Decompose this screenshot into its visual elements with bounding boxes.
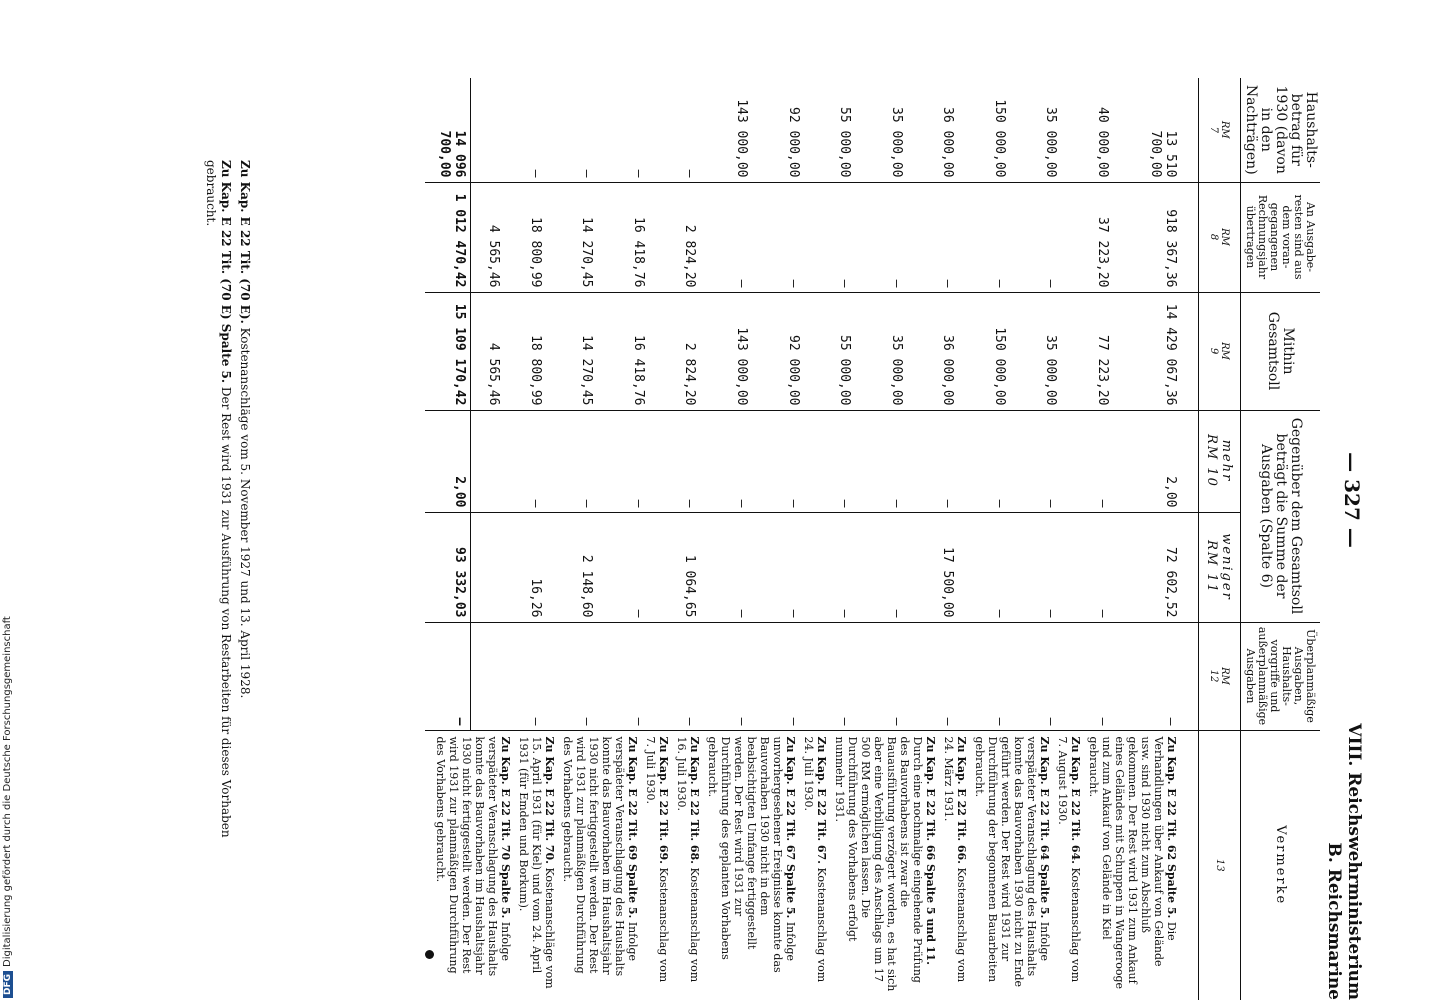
cell-c11: 17 500,00 bbox=[924, 512, 976, 622]
remark bbox=[1056, 737, 1082, 995]
total-c10: 2,00 bbox=[425, 410, 471, 512]
cell-c10: — bbox=[769, 410, 821, 512]
table-body bbox=[425, 78, 1199, 1000]
section-subtitle: B. Reichsmarine bbox=[1324, 842, 1344, 1000]
cell-c7: — bbox=[511, 78, 563, 182]
cell-c9: 14 429 067,36 bbox=[1130, 292, 1199, 410]
cell-c7: 35 000,00 bbox=[872, 78, 924, 182]
cell-c8: 16 418,76 bbox=[614, 182, 666, 292]
cell-c11: 1 064,65 bbox=[666, 512, 718, 622]
cell-c10: — bbox=[511, 410, 563, 512]
table-row bbox=[1130, 78, 1199, 1000]
remark-head: Zu Kap. E 22 Tit. 69 Spalte 5. bbox=[626, 736, 639, 919]
cell-c8: — bbox=[1027, 182, 1079, 292]
cell-c10: — bbox=[1027, 410, 1079, 512]
cell-c10: — bbox=[975, 410, 1027, 512]
cell-c7: 13 510 700,00 bbox=[1130, 78, 1199, 182]
col12-unit: RM 12 bbox=[1199, 622, 1241, 730]
remark-text: Infolge unvorhergesehener Ereignisse konnte das Bauvorhaben 1930 nicht in dem beabsichtigten Umfange fertiggestellt werden. Der Rest wird 1931 zur Durchführung des geplanten Vorhabens gebraucht. bbox=[706, 736, 797, 973]
col9-header: Mithin Gesamtsoll bbox=[1241, 292, 1321, 410]
cell-c10 bbox=[471, 410, 512, 512]
col13-header: Vermerke bbox=[1241, 730, 1321, 1000]
remark-head: Zu Kap. E 22 Tit. 67. bbox=[815, 736, 828, 864]
cell-c11: 72 602,52 bbox=[1130, 512, 1199, 622]
remark-text: Kostenanschläge vom 15. April 1931 (für Kiel) und vom 24. April 1931 (für Emden und Borkum). bbox=[517, 736, 556, 989]
cell-c9: 35 000,00 bbox=[1027, 292, 1079, 410]
total-c9: 15 109 170,42 bbox=[425, 292, 471, 410]
remark-head: Zu Kap. E 22 Tit. 66. bbox=[955, 736, 968, 864]
remark bbox=[833, 737, 937, 995]
cell-c11: — bbox=[872, 512, 924, 622]
remark-text: Kostenanschlag vom 7. Juli 1930. bbox=[644, 736, 670, 983]
cell-c12: — bbox=[1078, 622, 1130, 730]
col13-num: 13 bbox=[1199, 730, 1241, 1000]
cell-c9: 16 418,76 bbox=[614, 292, 666, 410]
cell-c9: 2 824,20 bbox=[666, 292, 718, 410]
cell-c7: 36 000,00 bbox=[924, 78, 976, 182]
rotated-content bbox=[162, 0, 1372, 1000]
cell-c9: 150 000,00 bbox=[975, 292, 1027, 410]
remark bbox=[973, 737, 1051, 995]
remark-text: Infolge verspäteter Veranschlagung des Haushalts konnte das Bauvorhaben 1930 nicht zu Ende geführt werden. Der Rest wird 1931 zur Durchführung der begonnenen Bauarbeiten gebraucht. bbox=[973, 736, 1051, 988]
total-c7: 14 096 700,00 bbox=[425, 78, 471, 182]
remark bbox=[802, 737, 828, 995]
cell-c10: 2,00 bbox=[1130, 410, 1199, 512]
cell-c12: — bbox=[872, 622, 924, 730]
cell-c9: 143 000,00 bbox=[717, 292, 769, 410]
footnote: Zu Kap. E 22 Tit. (70 E). Kostenanschläge vom 5. November 1927 und 13. April 1928. bbox=[238, 160, 252, 699]
cell-c9: 14 270,45 bbox=[563, 292, 615, 410]
cell-c12: — bbox=[563, 622, 615, 730]
cell-c12: — bbox=[769, 622, 821, 730]
cell-c10: — bbox=[563, 410, 615, 512]
remark-text: Kostenanschlag vom 24. Juli 1930. bbox=[802, 736, 828, 983]
col8-header: An Ausgabe-resten sind aus dem voran-gegangenen Rechnungsjahr übertragen bbox=[1241, 182, 1321, 292]
col10-header: mehr RM 10 bbox=[1199, 410, 1241, 512]
remark-head: Zu Kap. E 22 Tit. 70. bbox=[543, 736, 556, 864]
remark-head: Zu Kap. E 22 Tit. 64 Spalte 5. bbox=[1038, 736, 1051, 919]
col9-unit: RM 9 bbox=[1199, 292, 1241, 410]
cell-c10: — bbox=[666, 410, 718, 512]
col12-header: Überplanmäßige Ausgaben, Haushalts-vorgriffe und außerplanmäßige Ausgaben bbox=[1241, 622, 1321, 730]
remark-text: Kostenanschlag vom 16. Juli 1930. bbox=[675, 736, 701, 983]
col8-unit: RM 8 bbox=[1199, 182, 1241, 292]
cell-c8: — bbox=[924, 182, 976, 292]
cell-c8: — bbox=[769, 182, 821, 292]
budget-table bbox=[425, 78, 1320, 1000]
cell-c9: 55 000,00 bbox=[821, 292, 873, 410]
page-header bbox=[1324, 0, 1364, 1000]
total-c8: 1 012 470,42 bbox=[425, 182, 471, 292]
cell-c8: — bbox=[821, 182, 873, 292]
remark-head: Zu Kap. E 22 Tit. 68. bbox=[688, 736, 701, 864]
remark bbox=[517, 737, 556, 995]
footnote: Zu Kap. E 22 Tit. (70 E) Spalte 5. Der Rest wird 1931 zur Ausführung von Restarbeiten für dieses Vorhaben gebraucht. bbox=[204, 160, 233, 838]
cell-c8: 4 565,46 bbox=[471, 182, 512, 292]
cell-c8: 14 270,45 bbox=[563, 182, 615, 292]
cell-c9: 18 800,99 bbox=[511, 292, 563, 410]
cell-c9: 77 223,20 bbox=[1078, 292, 1130, 410]
section-heading bbox=[1324, 0, 1364, 1000]
credit-text: Digitalisierung gefördert durch die Deutsche Forschungsgemeinschaft bbox=[2, 616, 13, 967]
remark-text: Kostenanschlag vom 7. August 1930. bbox=[1056, 736, 1082, 983]
section-title: VIII. Reichswehrministerium bbox=[1344, 723, 1364, 1000]
remark bbox=[1087, 737, 1178, 995]
cell-c7: 143 000,00 bbox=[717, 78, 769, 182]
group-header: Gegenüber dem Gesamtsoll beträgt die Summe der Ausgaben (Spalte 6) bbox=[1241, 410, 1321, 622]
col7-unit: RM 7 bbox=[1199, 78, 1241, 182]
cell-c11: 16,26 bbox=[511, 512, 563, 622]
cell-c10: — bbox=[821, 410, 873, 512]
remark bbox=[561, 737, 639, 995]
cell-c8: — bbox=[872, 182, 924, 292]
cell-c7: — bbox=[614, 78, 666, 182]
remark bbox=[675, 737, 701, 995]
cell-c7: 40 000,00 bbox=[1078, 78, 1130, 182]
cell-c12: — bbox=[1130, 622, 1199, 730]
cell-c7 bbox=[471, 78, 512, 182]
cell-c11: — bbox=[821, 512, 873, 622]
cell-c9: 4 565,46 bbox=[471, 292, 512, 410]
total-c12: — bbox=[425, 622, 471, 730]
cell-c8: 918 367,36 bbox=[1130, 182, 1199, 292]
remark bbox=[706, 737, 797, 995]
cell-c12: — bbox=[821, 622, 873, 730]
cell-c8: 2 824,20 bbox=[666, 182, 718, 292]
cell-c9: 35 000,00 bbox=[872, 292, 924, 410]
cell-c12: — bbox=[924, 622, 976, 730]
col7-header: Haushalts-betrag für 1930 (davon in den Nachträgen) bbox=[1241, 78, 1321, 182]
remark bbox=[434, 737, 512, 995]
footnotes bbox=[199, 160, 252, 860]
cell-c8: — bbox=[717, 182, 769, 292]
remarks-cell bbox=[425, 730, 1199, 1000]
remark-head: Zu Kap. E 22 Tit. 64. bbox=[1069, 736, 1082, 864]
cell-c10: — bbox=[872, 410, 924, 512]
cell-c7: 150 000,00 bbox=[975, 78, 1027, 182]
cell-c7: — bbox=[563, 78, 615, 182]
dfg-logo: DFG bbox=[3, 971, 13, 998]
cell-c12: — bbox=[1027, 622, 1079, 730]
cell-c8: 37 223,20 bbox=[1078, 182, 1130, 292]
page-number: — 327 — bbox=[1340, 452, 1364, 548]
cell-c11: — bbox=[975, 512, 1027, 622]
cell-c11: — bbox=[1078, 512, 1130, 622]
cell-c7: 55 000,00 bbox=[821, 78, 873, 182]
remark bbox=[942, 737, 968, 995]
remark bbox=[644, 737, 670, 995]
remark-head: Zu Kap. E 22 Tit. 67 Spalte 5. bbox=[784, 736, 797, 919]
cell-c12: — bbox=[975, 622, 1027, 730]
remark-head: Zu Kap. E 22 Tit. 62 Spalte 5. bbox=[1165, 736, 1178, 919]
cell-c12: — bbox=[511, 622, 563, 730]
cell-c10: — bbox=[1078, 410, 1130, 512]
cell-c11: — bbox=[717, 512, 769, 622]
remark-text: Infolge verspäteter Veranschlagung des Haushalts konnte das Bauvorhaben im Haushaltsjahr 1930 nicht fertiggestellt werden. Der Rest wird 1931 zur planmäßigen Durchführung des Vorhabens gebraucht. bbox=[434, 736, 512, 977]
cell-c12: — bbox=[614, 622, 666, 730]
col11-header: weniger RM 11 bbox=[1199, 512, 1241, 622]
remark-text: Die Verhandlungen über Ankauf von Gelände usw. sind 1930 nicht zum Abschluß gekommen. Der Rest wird 1931 zum Ankauf eines Geländes mit Schuppen in Wangerooge und zum Ankauf von Gelände in Kiel gebraucht. bbox=[1087, 736, 1178, 990]
cell-c9: 92 000,00 bbox=[769, 292, 821, 410]
cell-c10: — bbox=[717, 410, 769, 512]
remark-head: Zu Kap. E 22 Tit. 66 Spalte 5 und 11. bbox=[924, 736, 937, 965]
cell-c10: — bbox=[614, 410, 666, 512]
cell-c12: — bbox=[717, 622, 769, 730]
remark-text: Kostenanschlag vom 24. März 1931. bbox=[942, 736, 968, 983]
cell-c10: — bbox=[924, 410, 976, 512]
cell-c8: 18 800,99 bbox=[511, 182, 563, 292]
remark-head: Zu Kap. E 22 Tit. 70 Spalte 5. bbox=[499, 736, 512, 919]
cell-c7: 92 000,00 bbox=[769, 78, 821, 182]
cell-c7: — bbox=[666, 78, 718, 182]
cell-c12 bbox=[471, 622, 512, 730]
cell-c7: 35 000,00 bbox=[1027, 78, 1079, 182]
cell-c8: — bbox=[975, 182, 1027, 292]
cell-c11: 2 148,60 bbox=[563, 512, 615, 622]
dfg-credit bbox=[2, 616, 13, 998]
cell-c11: — bbox=[614, 512, 666, 622]
remark-head: Zu Kap. E 22 Tit. 69. bbox=[657, 736, 670, 864]
cell-c11: — bbox=[769, 512, 821, 622]
cell-c12: — bbox=[666, 622, 718, 730]
cell-c9: 36 000,00 bbox=[924, 292, 976, 410]
cell-c11: — bbox=[1027, 512, 1079, 622]
ink-dot bbox=[425, 950, 434, 959]
cell-c11 bbox=[471, 512, 512, 622]
remark-text: Infolge verspäteter Veranschlagung des Haushalts konnte das Bauvorhaben im Haushaltsjahr 1930 nicht fertiggestellt werden. Der Rest wird 1931 zur planmäßigen Durchführung des Vorhabens gebraucht. bbox=[561, 736, 639, 977]
remark-text: Durch eine nochmalige eingehende Prüfung des Bauvorhabens ist zwar die Bauausführung verzögert worden, es hat sich aber eine Verbilligung des Anschlags um 17 500 RM ermöglichen lassen. Die Durchführung des Vorhabens erfolgt nunmehr 1931. bbox=[833, 736, 924, 992]
total-c11: 93 332,03 bbox=[425, 512, 471, 622]
